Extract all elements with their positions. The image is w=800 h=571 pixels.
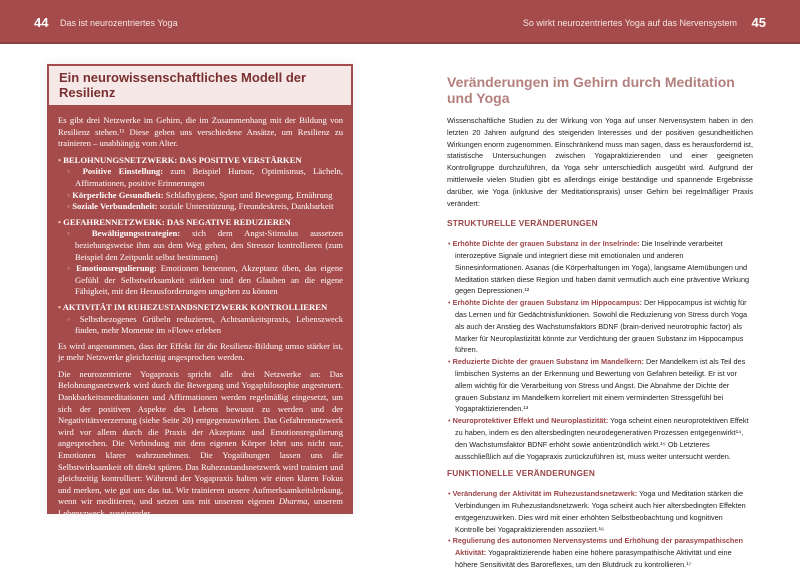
item-label: Erhöhte Dichte der grauen Substanz im Hippocampus:: [452, 298, 642, 308]
list-item: [447, 356, 753, 415]
box-body: [47, 107, 353, 520]
intro-paragraph: Wissenschaftliche Studien zu der Wirkung von Yoga auf unser Nervensystem haben in den letzten 20 Jahren aufgrund des steigenden Interesses und der positiven gesundheitlichen Wirkungen enorm zugenommen. Einschränkend muss man sagen, dass es herausfordernd ist, statistische Untersuchungen zwischen Yogapraktizierenden und einer geeigneten Kontrollgruppe durchzuführen, da Yoga sehr unterschiedlich ausgeübt wird. Aufgrund der mittlerweile vielen Studien gibt es allerdings einige beständige und spannende Ergebnisse darüber, wie Yoga (inklusive der Meditationspraxis) unser Gehirn bei regelmäßiger Praxis verändert:: [447, 116, 753, 208]
item-label: Neuroprotektiver Effekt und Neuroplastizität:: [452, 416, 609, 426]
item-text: Yogapraktizierende haben eine höhere parasympathische Aktivität und eine höhere Sensitivität des Baroreflexes, um den Blutdruck zu kontrollieren.¹⁷: [455, 548, 732, 569]
item-text: Emotionen benennen, Akzeptanz üben, das eigene Gefühl der Selbstwirksamkeit stärken und den Glauben an die eigene Fähigkeit, mit den Herausforderungen umgehen zu können: [75, 263, 343, 297]
list-item: [58, 201, 343, 213]
item-label: Veränderung der Aktivität im Ruhezustandsnetzwerk:: [452, 489, 638, 499]
list-item: [447, 415, 753, 462]
item-text: sich dem Angst-Stimulus aussetzen beziehungsweise ihm aus dem Weg gehen, den Stressor kontrollieren (zum Beispiel den Zeitpunkt selbst bestimmen): [75, 228, 343, 262]
item-text: Selbstbezogenes Grübeln reduzieren, Achtsamkeitspraxis, Lebenszweck finden, mehr Momente im »Flow« erleben: [75, 313, 343, 336]
item-text: zum Beispiel Humor, Optimismus, Lächeln, Affirmationen, positive Erinnerungen: [75, 166, 343, 188]
item-label: Emotionsregulierung:: [76, 263, 157, 274]
text: , unserem Lebenszweck, auseinander.: [58, 496, 343, 518]
item-text: Yoga und Meditation stärken die Verbindungen im Ruhezustandsnetzwerk. Yoga scheint auch hier altersbedingten Effekten entgegenzuwirken. Dies wird mit einer erhöhten Selbstbeobachtung und kognitiven Kontrolle bei Yogapraktizierenden assoziiert.¹⁶: [455, 489, 746, 534]
item-text: Schlafhygiene, Sport und Bewegung, Ernährung: [163, 189, 333, 200]
category-heading: • GEFAHRENNETZWERK: DAS NEGATIVE REDUZIEREN: [58, 217, 343, 229]
italic-term: Dharma: [278, 496, 308, 507]
section-title: Veränderungen im Gehirn durch Meditation und Yoga: [447, 74, 735, 106]
right-page-number: 45: [751, 15, 766, 30]
list-item: [58, 228, 343, 263]
list-item: [58, 314, 343, 337]
list-item: [58, 263, 343, 298]
box-paragraph: Es wird angenommen, dass der Effekt für die Resilienz-Bildung umso stärker ist, je mehr Netzwerke gleichzeitig angesprochen werden.: [58, 340, 343, 363]
list-item: [447, 297, 753, 356]
item-text: Die Inselrinde verarbeitet interozeptive Signale und integriert diese mit emotionalen und anderen Sinnesinformationen. Asanas (die Körperhaltungen im Yoga), langsame Atemübungen und Meditation stärken diese Region und haben damit vermutlich auch eine präventive Wirkung gegen Depressionen.¹²: [455, 239, 750, 296]
box-title: Ein neurowissenschaftliches Modell der Resilienz: [47, 64, 353, 107]
page-header: [0, 0, 800, 44]
text: Die neurozentrierte Yogapraxis spricht alle drei Netzwerke an: Das Belohnungsnetzwerk wird durch die Bewegung und Yogaphilosophie angesteuert. Dankbarkeitsmeditationen und Affirmationen werden regelmäßig eingesetzt, um sich der positiven Aspekte des Lebens bewusst zu werden und der Negativitätsverzerrung (siehe Seite 20) entgegenzuwirken. Das Gefahrennetzwerk wird vor allem durch die Praxis der Akzeptanz und Emotionsregulierung angesprochen. Die Verbindung mit dem eigenen Körper lehrt uns nicht nur, Emotionen klarer wahrzunehmen. Die Yogaübungen lassen uns die Selbstwirksamkeit oft direkt spüren. Das Ruhezustandsnetzwerk wird trainiert und gleichzeitig kontrolliert: Während der Yogapraxis halten wir einen klaren Fokus und merken, wie gut uns das tut. Wir trainieren unsere Aufmerksamkeitslenkung, wenn wir meditieren, und setzen uns mit unserem eigenen: [58, 368, 343, 507]
item-label: Reduzierte Dichte der grauen Substanz im Mandelkern:: [452, 357, 644, 367]
list-item: [447, 535, 753, 570]
category-heading: • AKTIVITÄT IM RUHEZUSTANDSNETZWERK KONTROLLIEREN: [58, 302, 343, 314]
subsection-heading: FUNKTIONELLE VERÄNDERUNGEN: [447, 468, 596, 479]
left-running-head: Das ist neurozentriertes Yoga: [60, 18, 178, 28]
category-heading: • BELOHNUNGSNETZWERK: DAS POSITIVE VERSTÄRKEN: [58, 155, 343, 167]
resilience-model-box: [47, 64, 353, 518]
list-item: [447, 488, 753, 535]
item-label: Bewältigungsstrategien:: [91, 228, 181, 239]
item-text: Der Mandelkern ist als Teil des limbischen Systems an der Erkennung und Bewertung von Gefahren beteiligt. Er ist vor allem wichtig für die Verarbeitung von Stress und Angst. Die Abnahme der Dichte der grauen Substanz im Mandelkern korreliert mit einem verminderten Stressgefühl bei Yogapraktizierenden.¹³: [455, 357, 746, 414]
item-label: Körperliche Gesundheit:: [72, 189, 164, 200]
subsection-heading: STRUKTURELLE VERÄNDERUNGEN: [447, 218, 598, 229]
left-page-number: 44: [34, 15, 49, 30]
item-label: Regulierung des autonomen Nervensystems und Erhöhung der parasympathischen Aktivität:: [452, 536, 743, 558]
box-intro: Es gibt drei Netzwerke im Gehirn, die im Zusammenhang mit der Bildung von Resilienz stehen.¹¹ Diese geben uns verschiedene Ansätze, um Resilienz zu trainieren – unabhängig vom Alter.: [58, 115, 343, 149]
item-label: Soziale Verbundenheit:: [72, 201, 158, 212]
item-text: soziale Unterstützung, Freundeskreis, Dankbarkeit: [157, 201, 334, 212]
item-text: Der Hippocampus ist wichtig für das Lernen und für Gedächtnisfunktionen. Sowohl die Reduzierung von Stress durch Yoga als auch der Anstieg des Wachstumsfaktors BDNF (brain-derived neurotrophic factor) als Marker für Neuroplastizität könnte zur Verdichtung der grauen Substanz im Hippocampus führen.: [455, 298, 748, 355]
list-item: [58, 166, 343, 189]
list-item: [447, 238, 753, 297]
right-running-head: So wirkt neurozentriertes Yoga auf das Nervensystem: [522, 18, 737, 28]
item-label: Erhöhte Dichte der grauen Substanz in der Inselrinde:: [452, 239, 640, 249]
list-item: [58, 190, 343, 202]
box-paragraph: [58, 369, 343, 520]
item-label: Positive Einstellung:: [82, 166, 164, 177]
item-text: Yoga scheint einen neuroprotektiven Effekt zu haben, indem es den altersbedingten neurodegenerativen Prozessen entgegenwirkt¹⁴, den Wachstumsfaktor BDNF erhöht sowie antientzündlich wirkt.¹⁵ Ob Letzteres ausschließlich auf die Yogapraxis zurückzuführen ist, muss weiter untersucht werden.: [455, 416, 749, 461]
right-page-content: [447, 74, 753, 571]
